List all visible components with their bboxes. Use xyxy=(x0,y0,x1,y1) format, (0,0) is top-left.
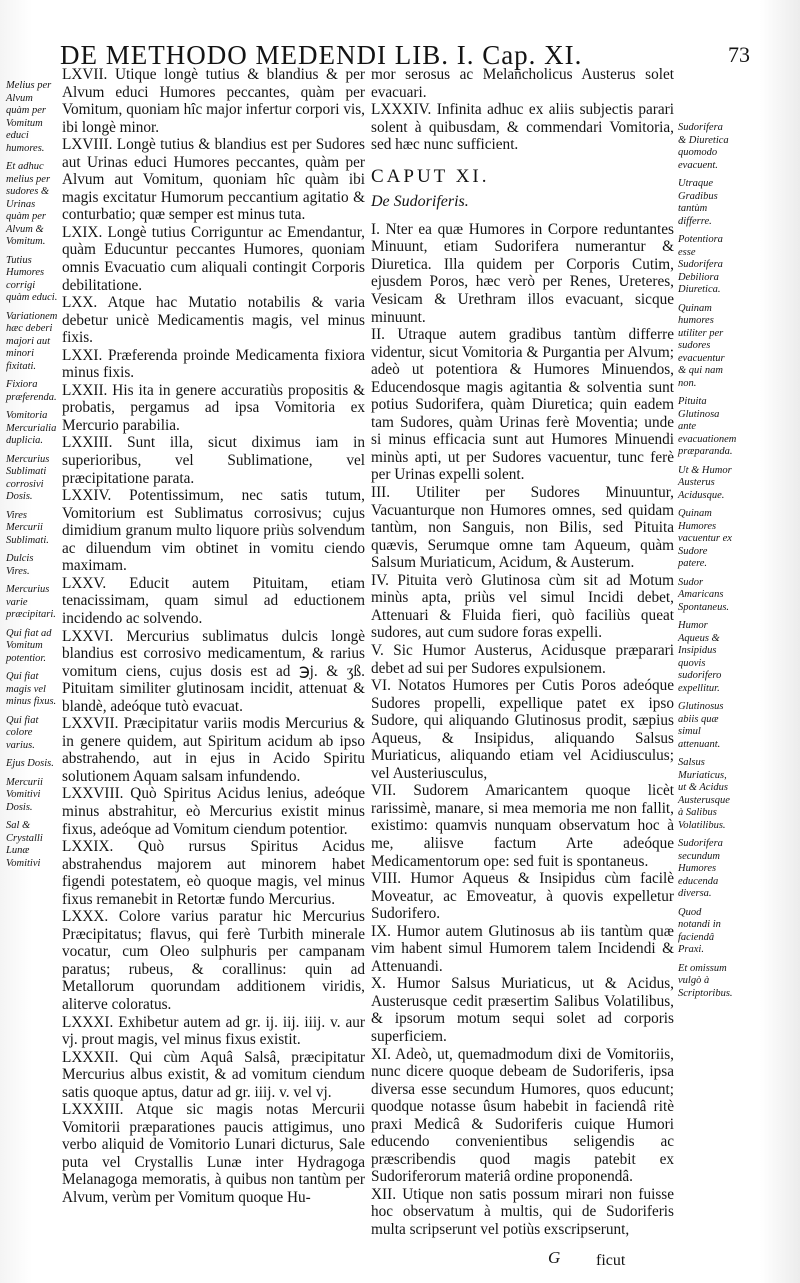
marginal-note: Sudorifera & Diuretica quomodo evacuent. xyxy=(678,122,729,171)
numbered-paragraph: LXXXIV. Infinita adhuc ex aliis subjectis parari solent à quibusdam, & commendari Vomitoria, sed hæc nunc sufficient. xyxy=(371,101,674,154)
numbered-paragraph: LXXIII. Sunt illa, sicut diximus iam in superioribus, vel Sublimatione, vel præcipitatione parata. xyxy=(62,434,365,487)
numbered-paragraph: LXXXII. Qui cùm Aquâ Salsâ, præcipitatur Mercurius albus existit, & ad vomitum ciendum satis quoque aptus, datur ad gr. iiij. v. vel vj. xyxy=(62,1048,365,1101)
numbered-paragraph: I. Nter ea quæ Humores in Corpore reduntantes Minuunt, etiam Sudorifera numerantur & Diuretica. Illa quidem per Corporis Cutim, ejusdem Poros, hæc verò per Renes, Ureteres, Vesicam & Urethram illos evacuant, sicque minuunt. xyxy=(371,220,674,326)
running-title: DE METHODO MEDENDI LIB. I. Cap. XI. xyxy=(60,40,583,70)
marginal-note: Utraque Gradibus tantùm differre. xyxy=(678,178,718,227)
numbered-paragraph: IV. Pituita verò Glutinosa cùm sit ad Motum minùs apta, priùs vel simul Incidi debet, Attenuari & Fluida fieri, quò faciliùs queat sudores, aut cum sudore foras expelli. xyxy=(371,571,674,642)
numbered-paragraph: LXXIX. Quò rursus Spiritus Acidus abstrahendus majorem aut minorem habet figendi potestatem, eò quoque magis, vel minus fixus remanebit in Retortæ fundo Mercurius. xyxy=(62,838,365,908)
marginal-note: Mercurius Sublimati corrosivi Dosis. xyxy=(6,453,50,502)
marginal-note: Mercurii Vomitivi Dosis. xyxy=(6,776,43,813)
marginal-note: Ejus Dosis. xyxy=(6,758,54,769)
marginal-note: Tutius Humores corrigi quàm educi. xyxy=(6,254,58,303)
numbered-paragraph: XII. Utique non satis possum mirari non fuisse hoc observatum à multis, qui de Sudoriferis multa scripserunt vel potiùs exscripserunt, xyxy=(371,1185,674,1238)
numbered-paragraph: LXXXI. Exhibetur autem ad gr. ij. iij. iiij. v. aur vj. prout magis, vel minus fixus existit. xyxy=(62,1013,365,1049)
marginal-note: Melius per Alvum quàm per Vomitum educi humores. xyxy=(6,80,52,154)
marginal-note: Mercurius varie præcipitari. xyxy=(6,584,56,620)
marginal-note: Variationem hæc deberi majori aut minori fixitati. xyxy=(6,310,58,372)
numbered-paragraph: LXXII. His ita in genere accuratiùs propositis & probatis, pergamus ad ipsa Vomitoria ex Mercurio parabilia. xyxy=(62,381,365,434)
numbered-paragraph: V. Sic Humor Austerus, Acidusque præparari debet ad sui per Sudores expulsionem. xyxy=(371,641,674,677)
marginal-note: Qui fiat ad Vomitum potentior. xyxy=(6,627,52,664)
numbered-paragraph: IX. Humor autem Glutinosus ab iis tantùm quæ vim habent simul Humorem talem Incidendi & Attenuandi. xyxy=(371,922,674,975)
marginal-note: Qui fiat colore varius. xyxy=(6,714,39,751)
right-text-column xyxy=(371,66,674,1239)
catchword: ficut xyxy=(596,1252,626,1269)
continued-paragraph: mor serosus ac Melancholicus Austerus solet evacuari. xyxy=(371,66,674,101)
chapter-subtitle: De Sudoriferis. xyxy=(371,193,469,211)
marginal-note: Quod notandi in faciendâ Praxi. xyxy=(678,906,721,955)
marginal-note: Sudor Amaricans Spontaneus. xyxy=(678,576,730,613)
left-marginalia xyxy=(6,80,58,876)
numbered-paragraph: LXVII. Utique longè tutius & blandius & per Alvum educi Humores peccantes, quàm per Vomitum, quoniam hîc major infertur corpori vis, ibi longè minor. xyxy=(62,66,365,136)
numbered-paragraph: LXXVIII. Quò Spiritus Acidus lenius, adeóque minus abstrahitur, eò Mercurius existit minus fixus, adeóque ad Vomitum ciendum potentior. xyxy=(62,785,365,838)
marginal-note: Potentiora esse Sudorifera Debiliora Diuretica. xyxy=(678,234,723,295)
page-number: 73 xyxy=(728,42,750,67)
marginal-note: Glutinosus abiis quæ simul attenuant. xyxy=(678,701,724,750)
numbered-paragraph: VII. Sudorem Amaricantem quoque licèt rarissimè, manare, si mea memoria me non fallit, existimo: quamvis nunquam observatum hoc à me, aliisve factum Arte adeóque Medicamentorum ope: sed fuit is spontaneus. xyxy=(371,782,674,870)
marginal-note: Quinam humores utiliter per sudores evacuentur & qui nam non. xyxy=(678,302,725,389)
numbered-paragraph: LXIX. Longè tutius Corriguntur ac Emendantur, quàm Educuntur peccantes Humores, quoniam omnis Evacuatio cum aliquali contingit Corporis debilitatione. xyxy=(62,223,365,294)
numbered-paragraph: LXXI. Præferenda proinde Medicamenta fixiora minus fixis. xyxy=(62,346,365,382)
marginal-note: Qui fiat magis vel minus fixus. xyxy=(6,671,57,707)
numbered-paragraph: LXXX. Colore varius paratur hic Mercurius Præcipitatus; flavus, qui ferè Turbith minerale vocatur, cum Oleo sulphuris per campanam paratus; rubeus, & corallinus: quin ad Metallorum quorundam additionem viridis, aliterve coloratus. xyxy=(62,908,365,1013)
signature-mark: G xyxy=(548,1248,561,1267)
marginal-note: Et adhuc melius per sudores & Urinas quàm per Alvum & Vomitum. xyxy=(6,161,51,247)
numbered-paragraph: LXX. Atque hac Mutatio notabilis & varia debetur unicè Medicamentis magis, vel minus fixis. xyxy=(62,294,365,347)
numbered-paragraph: LXVIII. Longè tutius & blandius est per Sudores aut Urinas educi Humores peccantes, quàm per Alvum aut Vomitum, quoniam hîc quàm ibi magis excitatur Humorum peccantium agitatio & conturbatio; quæ semper est minus tuta. xyxy=(62,136,365,224)
marginal-note: Humor Aqueus & Insipidus quovis sudorifero expellitur. xyxy=(678,620,722,694)
marginal-note: Pituita Glutinosa ante evacuationem præparanda. xyxy=(678,396,737,457)
right-marginalia xyxy=(678,122,737,1006)
numbered-paragraph: LXXIV. Potentissimum, nec satis tutum, Vomitorium est Sublimatus corrosivus; cujus dimidium granum multo liquore priùs solvendum ac diluendum vim obtinet in vomitu ciendo maximam. xyxy=(62,487,365,575)
numbered-paragraph: LXXXIII. Atque sic magis notas Mercurii Vomitorii præparationes paucis attigimus, uno verbo aliquid de Vomitorio Lunari dicturus, Sale puta vel Crystallis Lunæ inter Hydragoga Melanagoga memoratis, à quibus non tantùm per Alvum, verùm per Vomitum quoque Hu- xyxy=(62,1101,365,1206)
numbered-paragraph: VI. Notatos Humores per Cutis Poros adeóque Sudores propelli, expellique patet ex ipso Sudore, qui aliquando Glutinosus prodit, sæpius Aqueus, & Insipidus, aliquando Salsus Muriaticus, aliquando etiam vel Acidiusculus; vel Austeriusculus, xyxy=(371,677,674,782)
numbered-paragraph: X. Humor Salsus Muriaticus, ut & Acidus, Austerusque cedit præsertim Salibus Volatilibus, & ipsorum motum sequi solet ad corporis superficiem. xyxy=(371,975,674,1045)
marginal-note: Vomitoria Mercurialia duplicia. xyxy=(6,410,57,446)
numbered-paragraph: VIII. Humor Aqueus & Insipidus cùm facilè Moveatur, ac Emoveatur, à quovis expelletur Sudorifero. xyxy=(371,870,674,923)
marginal-note: Sudorifera secundum Humores educenda diversa. xyxy=(678,838,723,899)
marginal-note: Et omissum vulgò à Scriptoribus. xyxy=(678,962,733,999)
chapter-title: CAPUT XI. xyxy=(371,165,490,187)
numbered-paragraph: XI. Adeò, ut, quemadmodum dixi de Vomitoriis, nunc dicere quoque debeam de Sudoriferis, ipsa diversa esse secundum Humores, quos educunt; quodque notasse ûsum habebit in faciendâ ritè praxi Medicâ & Sudoriferis cuique Humori educendo convenientibus seligendis ac præscribendis quod magis patebit ex Sudoriferorum materiâ ordine proponendâ. xyxy=(371,1045,674,1186)
numbered-paragraph: LXXVII. Præcipitatur variis modis Mercurius & in genere quidem, aut Spiritum acidum ab ipso abstrahendo, aut in ejus in Acido Spiritu solutionem Aquam salsam infundendo. xyxy=(62,715,365,785)
marginal-note: Fixiora præferenda. xyxy=(6,379,57,403)
numbered-paragraph: LXXVI. Mercurius sublimatus dulcis longè blandius est corrosivo medicamentum, & rarius vomitum ciens, cujus dosis est ad ℈j. & ʒß. Pituitam similiter glutinosam incidit, attenuat & blandè, adeóque tutò evacuat. xyxy=(62,627,365,715)
numbered-paragraph: LXXV. Educit autem Pituitam, etiam tenacissimam, quam simul ad eductionem incidendo ac solvendo. xyxy=(62,574,365,627)
left-text-column xyxy=(62,66,365,1207)
numbered-paragraph: III. Utiliter per Sudores Minuuntur, Vacuanturque non Humores omnes, sed quidam tantùm, non Sanguis, non Bilis, sed Pituita quævis, Serumque omne tam Aqueum, quàm Salsum Muriaticum, Acidum, & Austerum. xyxy=(371,484,674,572)
marginal-note: Vires Mercurii Sublimati. xyxy=(6,509,49,546)
marginal-note: Dulcis Vires. xyxy=(6,553,34,577)
numbered-paragraph: II. Utraque autem gradibus tantùm differre videntur, sicut Vomitoria & Purgantia per Alvum; adeò ut potentiora & Humores Minuendos, Educendosque magis agitantia & solventia sunt potius Sudorifera, quàm Diuretica; quin eadem tam Sudores, quàm Urinas ferè Moventia; unde si minus efficacia sunt aut Humores Minuendi minùs apti, ut per Sudores vacuentur, tunc ferè per Urinas expelli solent. xyxy=(371,326,674,484)
marginal-note: Salsus Muriaticus, ut & Acidus Austerusque à Salibus Volatilibus. xyxy=(678,757,730,831)
marginal-note: Sal & Crystalli Lunæ Vomitivi xyxy=(6,820,43,869)
marginal-note: Ut & Humor Austerus Acidusque. xyxy=(678,464,732,501)
marginal-note: Quinam Humores vacuentur ex Sudore patere. xyxy=(678,508,732,569)
